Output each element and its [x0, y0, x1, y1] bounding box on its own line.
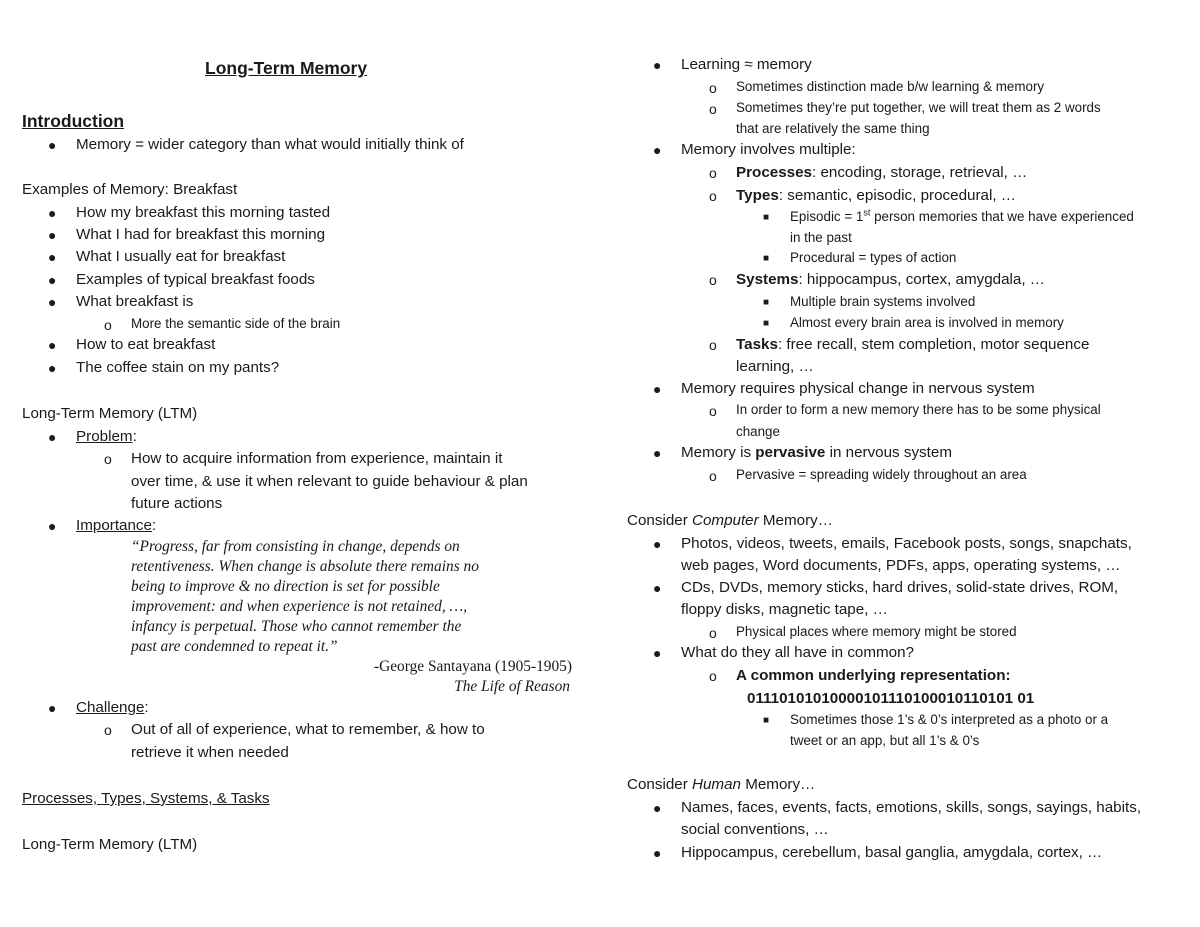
challenge-line: retrieve it when needed [131, 744, 289, 761]
ltm-heading: Long-Term Memory (LTM) [22, 405, 198, 422]
bullet-icon: ● [653, 645, 662, 661]
binary-string: 01110101010000101110100010110101 01 [747, 690, 1035, 707]
bullet-icon: ● [48, 205, 57, 221]
circle-bullet-icon: o [709, 165, 717, 181]
systems-label: Systems [736, 271, 799, 288]
quote-line: retentiveness. When change is absolute there remains no [131, 558, 479, 575]
importance-item: Importance: [76, 517, 157, 534]
list-item: Names, faces, events, facts, emotions, skills, songs, sayings, habits, [681, 799, 1142, 816]
list-subitem: Sometimes distinction made b/w learning & memory [736, 79, 1045, 94]
pervasive-item [681, 443, 952, 463]
list-item: CDs, DVDs, memory sticks, hard drives, solid-state drives, ROM, [681, 579, 1119, 596]
list-subitem: that are relatively the same thing [736, 121, 930, 136]
pts-heading: Processes, Types, Systems, & Tasks [22, 790, 270, 807]
processes-item [736, 163, 1027, 183]
systems-text: : hippocampus, cortex, amygdala, … [798, 271, 1045, 288]
problem-line: future actions [131, 495, 223, 512]
systems-subitem: Multiple brain systems involved [790, 294, 976, 309]
pervasive-word: pervasive [755, 444, 826, 461]
list-item: The coffee stain on my pants? [76, 359, 280, 376]
tasks-text: : free recall, stem completion, motor sequence [777, 336, 1090, 353]
bullet-icon: ● [48, 227, 57, 243]
bullet-icon: ● [48, 337, 57, 353]
problem-line: How to acquire information from experience, maintain it [131, 450, 503, 467]
procedural-item: Procedural = types of action [790, 250, 957, 265]
quote-line: infancy is perpetual. Those who cannot remember the [131, 618, 462, 635]
circle-bullet-icon: o [104, 451, 112, 467]
bullet-icon: ● [653, 580, 662, 596]
list-item: How my breakfast this morning tasted [76, 204, 331, 221]
problem-item: Problem: [76, 428, 137, 445]
list-subitem: change [736, 424, 780, 439]
episodic-sup: st [863, 207, 871, 218]
list-item: What do they all have in common? [681, 644, 914, 661]
list-item: web pages, Word documents, PDFs, apps, operating systems, … [681, 557, 1121, 574]
pervasive-text-a: Memory is [681, 444, 756, 461]
list-item: What I usually eat for breakfast [76, 248, 286, 265]
quote-attribution: -George Santayana (1905-1905) [373, 658, 572, 675]
binary-note: tweet or an app, but all 1’s & 0’s [790, 733, 980, 748]
bullet-icon: ● [48, 137, 57, 153]
circle-bullet-icon: o [709, 80, 717, 96]
list-subitem: Physical places where memory might be stored [736, 624, 1017, 639]
problem-label: Problem [76, 428, 133, 445]
tasks-text-2: learning, … [736, 358, 814, 375]
circle-bullet-icon: o [104, 722, 112, 738]
square-bullet-icon: ■ [763, 253, 770, 264]
problem-line: over time, & use it when relevant to guide behaviour & plan [131, 473, 528, 490]
tasks-label: Tasks [736, 336, 778, 353]
list-item: How to eat breakfast [76, 336, 216, 353]
bullet-icon: ● [48, 272, 57, 288]
list-item: Hippocampus, cerebellum, basal ganglia, amygdala, cortex, … [681, 844, 1103, 861]
examples-heading: Examples of Memory: Breakfast [22, 181, 238, 198]
challenge-item: Challenge: [76, 699, 149, 716]
circle-bullet-icon: o [709, 625, 717, 641]
computer-heading-c: Memory… [758, 512, 833, 529]
processes-text: : encoding, storage, retrieval, … [812, 164, 1028, 181]
bullet-icon: ● [653, 381, 662, 397]
pervasive-text-c: in nervous system [825, 444, 952, 461]
bullet-icon: ● [653, 845, 662, 861]
quote-source: The Life of Reason [454, 678, 570, 695]
circle-bullet-icon: o [709, 468, 717, 484]
list-subitem: In order to form a new memory there has to be some physical [736, 402, 1101, 417]
types-label: Types [736, 187, 779, 204]
bullet-icon: ● [48, 429, 57, 445]
episodic-item [790, 208, 1134, 226]
bullet-icon: ● [653, 536, 662, 552]
types-text: : semantic, episodic, procedural, … [778, 187, 1016, 204]
common-representation: A common underlying representation: [736, 667, 1011, 684]
challenge-label: Challenge [76, 699, 145, 716]
circle-bullet-icon: o [709, 188, 717, 204]
bullet-icon: ● [48, 294, 57, 310]
list-item: Memory requires physical change in nervous system [681, 380, 1035, 397]
bullet-icon: ● [653, 445, 662, 461]
bullet-icon: ● [653, 142, 662, 158]
intro-heading: Introduction [22, 111, 125, 131]
computer-heading-a: Consider [627, 512, 692, 529]
list-item: Memory = wider category than what would initially think of [76, 136, 464, 153]
human-heading-c: Memory… [740, 776, 816, 793]
list-item: Learning ≈ memory [681, 56, 812, 73]
list-subitem: Sometimes they’re put together, we will treat them as 2 words [736, 100, 1101, 115]
bullet-icon: ● [48, 360, 57, 376]
binary-note: Sometimes those 1’s & 0’s interpreted as a photo or a [790, 712, 1109, 727]
challenge-line: Out of all of experience, what to remember, & how to [131, 721, 485, 738]
circle-bullet-icon: o [709, 668, 717, 684]
ltm2-heading: Long-Term Memory (LTM) [22, 836, 198, 853]
bullet-icon: ● [48, 700, 57, 716]
quote-line: being to improve & no direction is set for possible [131, 578, 440, 595]
bullet-icon: ● [653, 800, 662, 816]
page-title: Long-Term Memory [205, 58, 368, 78]
importance-label: Importance [76, 517, 152, 534]
list-subitem: Pervasive = spreading widely throughout an area [736, 467, 1027, 482]
computer-heading-b: Computer [692, 512, 759, 529]
square-bullet-icon: ■ [763, 715, 770, 726]
list-subitem: More the semantic side of the brain [131, 316, 341, 331]
processes-label: Processes [736, 164, 812, 181]
quote-line: “Progress, far from consisting in change, depends on [131, 538, 460, 555]
systems-subitem: Almost every brain area is involved in memory [790, 315, 1064, 330]
bullet-icon: ● [48, 249, 57, 265]
list-item: What breakfast is [76, 293, 194, 310]
quote-line: improvement: and when experience is not retained, …, [131, 598, 468, 615]
circle-bullet-icon: o [104, 317, 112, 333]
list-item: Memory involves multiple: [681, 141, 856, 158]
quote-line: past are condemned to repeat it.” [131, 638, 338, 655]
human-heading-a: Consider [627, 776, 692, 793]
episodic-text-a: Episodic = 1 [790, 209, 864, 224]
circle-bullet-icon: o [709, 403, 717, 419]
list-item: social conventions, … [681, 821, 829, 838]
square-bullet-icon: ■ [763, 212, 770, 223]
circle-bullet-icon: o [709, 337, 717, 353]
tasks-item [736, 335, 1089, 355]
human-heading-b: Human [692, 776, 741, 793]
circle-bullet-icon: o [709, 272, 717, 288]
list-item: What I had for breakfast this morning [76, 226, 326, 243]
bullet-icon: ● [653, 57, 662, 73]
square-bullet-icon: ■ [763, 297, 770, 308]
human-heading [627, 775, 815, 795]
episodic-text-c: in the past [790, 230, 852, 245]
computer-heading [627, 511, 833, 531]
types-item [736, 186, 1016, 206]
square-bullet-icon: ■ [763, 318, 770, 329]
circle-bullet-icon: o [709, 101, 717, 117]
list-item: Photos, videos, tweets, emails, Facebook posts, songs, snapchats, [681, 535, 1132, 552]
episodic-text-b: person memories that we have experienced [870, 209, 1134, 224]
list-item: Examples of typical breakfast foods [76, 271, 315, 288]
systems-item [736, 270, 1045, 290]
bullet-icon: ● [48, 518, 57, 534]
list-item: floppy disks, magnetic tape, … [681, 601, 888, 618]
